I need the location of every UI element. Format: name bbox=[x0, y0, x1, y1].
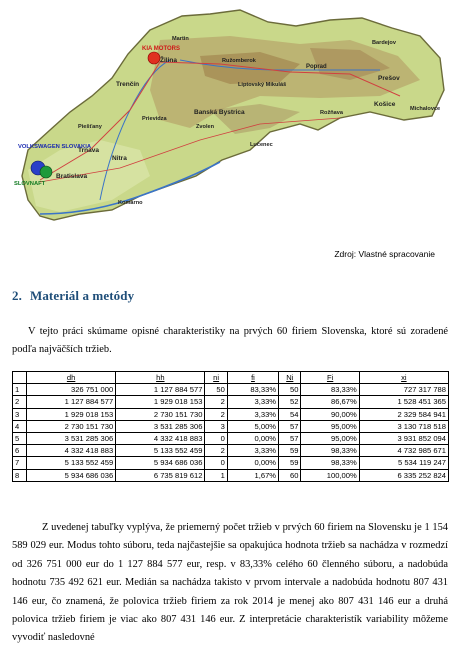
table-cell: 0,00% bbox=[227, 432, 278, 444]
table-cell: 3,33% bbox=[227, 408, 278, 420]
table-cell: 5 934 686 036 bbox=[27, 469, 116, 481]
city-label: Nitra bbox=[112, 155, 127, 162]
table-cell: 6 735 819 612 bbox=[116, 469, 205, 481]
header-cell: Fi bbox=[301, 372, 359, 384]
table-cell: 98,33% bbox=[301, 445, 359, 457]
city-label: Liptovský Mikuláš bbox=[238, 82, 287, 88]
table-cell: 3 bbox=[13, 408, 27, 420]
section-heading bbox=[12, 288, 134, 304]
table-cell: 326 751 000 bbox=[27, 384, 116, 396]
table-cell: 6 335 252 824 bbox=[359, 469, 448, 481]
table-cell: 1 bbox=[205, 469, 227, 481]
table-cell: 95,00% bbox=[301, 432, 359, 444]
header-cell: ni bbox=[205, 372, 227, 384]
city-label: Žilina bbox=[160, 57, 177, 64]
table-row bbox=[13, 432, 449, 444]
table-cell: 4 332 418 883 bbox=[116, 432, 205, 444]
table-cell: 5 133 552 459 bbox=[27, 457, 116, 469]
header-cell: xi bbox=[359, 372, 448, 384]
table-cell: 1 929 018 153 bbox=[27, 408, 116, 420]
slovnaft-marker-dot bbox=[40, 166, 52, 178]
table-cell: 59 bbox=[279, 445, 301, 457]
slovakia-map bbox=[0, 0, 465, 235]
city-label: Michalovce bbox=[410, 106, 441, 112]
city-label: Trnava bbox=[78, 147, 99, 154]
city-label: Piešťany bbox=[78, 124, 102, 130]
svg-text:SLOVNAFT: SLOVNAFT bbox=[14, 181, 46, 187]
header-cell: Ni bbox=[279, 372, 301, 384]
table-cell: 4 732 985 671 bbox=[359, 445, 448, 457]
city-label: Zvolen bbox=[196, 124, 215, 130]
table-row bbox=[13, 420, 449, 432]
table-cell: 2 bbox=[205, 408, 227, 420]
city-label: Lučenec bbox=[250, 142, 273, 148]
table-cell: 50 bbox=[205, 384, 227, 396]
table-header-row bbox=[13, 372, 449, 384]
svg-text:KIA MOTORS: KIA MOTORS bbox=[142, 46, 181, 52]
table-cell: 8 bbox=[13, 469, 27, 481]
table-cell: 3,33% bbox=[227, 445, 278, 457]
table-cell: 2 bbox=[205, 396, 227, 408]
table-cell: 98,33% bbox=[301, 457, 359, 469]
table-row bbox=[13, 408, 449, 420]
header-cell bbox=[13, 372, 27, 384]
table-cell: 52 bbox=[279, 396, 301, 408]
table-cell: 0 bbox=[205, 457, 227, 469]
table-cell: 5 934 686 036 bbox=[116, 457, 205, 469]
kia-marker-dot bbox=[148, 52, 160, 64]
table-cell: 83,33% bbox=[301, 384, 359, 396]
table-cell: 3 531 285 306 bbox=[27, 432, 116, 444]
table-cell: 3 931 852 094 bbox=[359, 432, 448, 444]
city-label: Bardejov bbox=[372, 40, 396, 46]
table-cell: 1 528 451 365 bbox=[359, 396, 448, 408]
table-row bbox=[13, 457, 449, 469]
source-note: Zdroj: Vlastné spracovanie bbox=[334, 249, 435, 259]
table-cell: 2 bbox=[13, 396, 27, 408]
city-label: Ružomberok bbox=[222, 58, 256, 64]
table-cell: 54 bbox=[279, 408, 301, 420]
city-label: Rožňava bbox=[320, 110, 344, 116]
table-cell: 57 bbox=[279, 432, 301, 444]
table-cell: 1,67% bbox=[227, 469, 278, 481]
table-cell: 5 534 119 247 bbox=[359, 457, 448, 469]
table-cell: 3 531 285 306 bbox=[116, 420, 205, 432]
table-cell: 83,33% bbox=[227, 384, 278, 396]
table-row bbox=[13, 396, 449, 408]
table-cell: 1 127 884 577 bbox=[116, 384, 205, 396]
table-cell: 57 bbox=[279, 420, 301, 432]
table-cell: 3 bbox=[205, 420, 227, 432]
table-cell: 0 bbox=[205, 432, 227, 444]
intro-paragraph: V tejto práci skúmame opisné charakteristiky na prvých 60 firiem Slovenska, ktoré sú zoradené podľa najväčších tržieb. bbox=[12, 326, 448, 355]
table-cell: 7 bbox=[13, 457, 27, 469]
analysis-paragraph: Z uvedenej tabuľky vyplýva, že priemerný počet tržieb v prvých 60 firiem na Slovensku je 1 154 589 029 eur. Modus tohto súboru, teda najčastejšie sa opakujúca hodnota tržieb sa nachádza v rozmedzí od 326 751 000 eur do 1 127 884 577 eur, resp. v 83,33% celého 60 členného súboru, a nadobúda hodnotu 735 492 621 eur. Medián sa nachádza takisto v prvom intervale a nadobúda hodnotu 807 431 146 eur, čo znamená, že polovica tržieb firiem za rok 2014 je menej ako 807 431 146 eur a druhá polovica tržieb firiem je viac ako 807 431 146 eur. Z interpretácie charakteristík variability môžeme vyvodiť nasledovné bbox=[12, 522, 448, 644]
table-cell: 86,67% bbox=[301, 396, 359, 408]
table-cell: 95,00% bbox=[301, 420, 359, 432]
table-cell: 90,00% bbox=[301, 408, 359, 420]
city-label: Komárno bbox=[118, 200, 143, 206]
table-cell: 1 bbox=[13, 384, 27, 396]
table-row bbox=[13, 469, 449, 481]
table-cell: 5 133 552 459 bbox=[116, 445, 205, 457]
city-label: Martin bbox=[172, 36, 189, 42]
table-cell: 50 bbox=[279, 384, 301, 396]
table-cell: 0,00% bbox=[227, 457, 278, 469]
header-cell: dh bbox=[27, 372, 116, 384]
table-row bbox=[13, 445, 449, 457]
city-label: Banská Bystrica bbox=[194, 109, 245, 116]
svg-text:VOLKSWAGEN SLOVAKIA: VOLKSWAGEN SLOVAKIA bbox=[18, 144, 92, 150]
table-cell: 2 730 151 730 bbox=[116, 408, 205, 420]
city-label: Trenčín bbox=[116, 81, 140, 88]
frequency-table bbox=[12, 371, 449, 482]
table-cell: 6 bbox=[13, 445, 27, 457]
table-cell: 1 127 884 577 bbox=[27, 396, 116, 408]
table-cell: 2 329 584 941 bbox=[359, 408, 448, 420]
table-cell: 2 730 151 730 bbox=[27, 420, 116, 432]
section-number: 2. bbox=[12, 288, 22, 303]
table-cell: 100,00% bbox=[301, 469, 359, 481]
table-cell: 59 bbox=[279, 457, 301, 469]
table-cell: 3 130 718 518 bbox=[359, 420, 448, 432]
city-label: Prešov bbox=[378, 75, 400, 82]
table-cell: 2 bbox=[205, 445, 227, 457]
city-label: Bratislava bbox=[56, 173, 88, 180]
table-row bbox=[13, 384, 449, 396]
section-title: Materiál a metódy bbox=[29, 288, 135, 303]
table-cell: 5 bbox=[13, 432, 27, 444]
table-cell: 5,00% bbox=[227, 420, 278, 432]
city-label: Prievidza bbox=[142, 116, 167, 122]
header-cell: fi bbox=[227, 372, 278, 384]
table-cell: 727 317 788 bbox=[359, 384, 448, 396]
table-cell: 60 bbox=[279, 469, 301, 481]
city-label: Poprad bbox=[306, 64, 327, 70]
table-cell: 4 332 418 883 bbox=[27, 445, 116, 457]
header-cell: hh bbox=[116, 372, 205, 384]
city-label: Košice bbox=[374, 101, 396, 108]
table-cell: 3,33% bbox=[227, 396, 278, 408]
table-cell: 4 bbox=[13, 420, 27, 432]
table-cell: 1 929 018 153 bbox=[116, 396, 205, 408]
